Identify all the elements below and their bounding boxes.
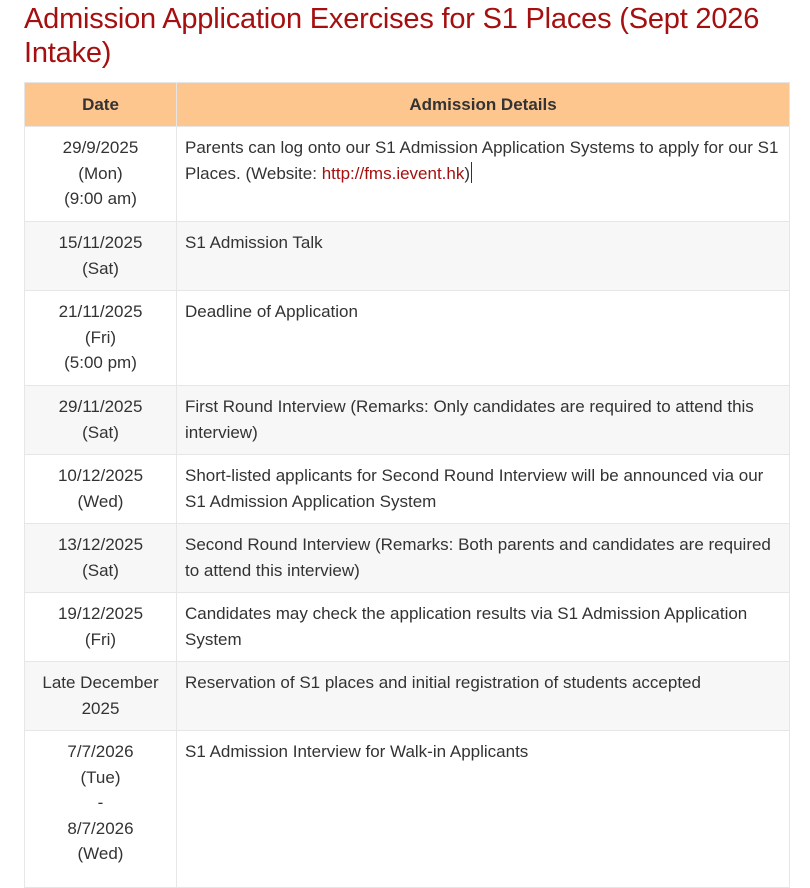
website-link[interactable]: http://fms.ievent.hk bbox=[321, 163, 465, 183]
details-cell bbox=[177, 731, 790, 888]
date-cell bbox=[25, 455, 177, 524]
details-cell bbox=[177, 127, 790, 222]
date-cell bbox=[25, 386, 177, 455]
details-text: Short-listed applicants for Second Round Interview will be announced via our S1 Admission Application System bbox=[185, 466, 764, 511]
date-line: 15/11/2025 bbox=[58, 233, 143, 252]
date-cell bbox=[25, 593, 177, 662]
table-row bbox=[25, 455, 790, 524]
date-weekday: (Tue) bbox=[80, 767, 121, 787]
date-cell bbox=[25, 291, 177, 386]
details-cell bbox=[177, 291, 790, 386]
table-row bbox=[25, 386, 790, 455]
details-cell bbox=[177, 524, 790, 593]
details-cell bbox=[177, 662, 790, 731]
date-line: 10/12/2025 bbox=[57, 466, 144, 485]
table-row bbox=[25, 662, 790, 731]
table-row bbox=[25, 731, 790, 888]
page-title: Admission Application Exercises for S1 Places (Sept 2026 Intake) bbox=[24, 3, 760, 69]
details-cell bbox=[177, 222, 790, 291]
details-text: S1 Admission Talk bbox=[185, 233, 323, 252]
table-row bbox=[25, 593, 790, 662]
date-weekday: (Sat) bbox=[82, 258, 119, 278]
admission-schedule-table-container bbox=[24, 82, 789, 888]
date-weekday: (Sat) bbox=[82, 560, 119, 580]
date-range-separator: - bbox=[97, 793, 104, 812]
date-year: 2025 bbox=[81, 698, 120, 718]
details-text: First Round Interview (Remarks: Only candidates are required to attend this interview) bbox=[185, 397, 754, 442]
table-row bbox=[25, 524, 790, 593]
details-cell bbox=[177, 386, 790, 455]
date-weekday: (Fri) bbox=[84, 629, 117, 649]
date-line: 13/12/2025 bbox=[57, 535, 144, 554]
table-row bbox=[25, 127, 790, 222]
date-line-end: 8/7/2026 bbox=[67, 818, 134, 838]
date-weekday: (Fri) bbox=[84, 327, 117, 347]
table-row bbox=[25, 222, 790, 291]
date-line: Late December bbox=[42, 673, 159, 692]
date-line: 19/12/2025 bbox=[57, 604, 144, 623]
date-cell bbox=[25, 127, 177, 222]
details-text-suffix: ) bbox=[464, 163, 471, 183]
date-weekday: (Wed) bbox=[77, 491, 124, 511]
details-text: Deadline of Application bbox=[185, 302, 358, 321]
details-column-header: Admission Details bbox=[177, 83, 790, 127]
admission-schedule-table bbox=[24, 82, 790, 888]
table-row bbox=[25, 291, 790, 386]
date-line: 7/7/2026 bbox=[67, 742, 134, 761]
details-text: Reservation of S1 places and initial registration of students accepted bbox=[185, 673, 701, 692]
details-cell bbox=[177, 455, 790, 524]
details-text: Parents can log onto our S1 Admission Application Systems to apply for our S1 Places. (Website: bbox=[185, 138, 779, 183]
date-cell bbox=[25, 731, 177, 888]
date-time: (9:00 am) bbox=[64, 189, 137, 208]
date-time: (5:00 pm) bbox=[64, 353, 137, 372]
details-text: Second Round Interview (Remarks: Both parents and candidates are required to attend this interview) bbox=[185, 535, 771, 580]
date-cell bbox=[25, 662, 177, 731]
date-line: 29/11/2025 bbox=[58, 397, 143, 416]
date-weekday: (Mon) bbox=[78, 163, 123, 183]
text-cursor bbox=[471, 162, 472, 183]
details-cell bbox=[177, 593, 790, 662]
date-weekday: (Sat) bbox=[82, 422, 119, 442]
details-text: Candidates may check the application results via S1 Admission Application System bbox=[185, 604, 748, 649]
date-cell bbox=[25, 524, 177, 593]
date-column-header: Date bbox=[25, 83, 177, 127]
date-cell bbox=[25, 222, 177, 291]
date-weekday-end: (Wed) bbox=[77, 844, 124, 863]
table-header-row bbox=[25, 83, 790, 127]
date-line: 29/9/2025 bbox=[62, 138, 139, 157]
date-line: 21/11/2025 bbox=[58, 302, 143, 321]
details-text: S1 Admission Interview for Walk-in Applicants bbox=[185, 742, 529, 761]
